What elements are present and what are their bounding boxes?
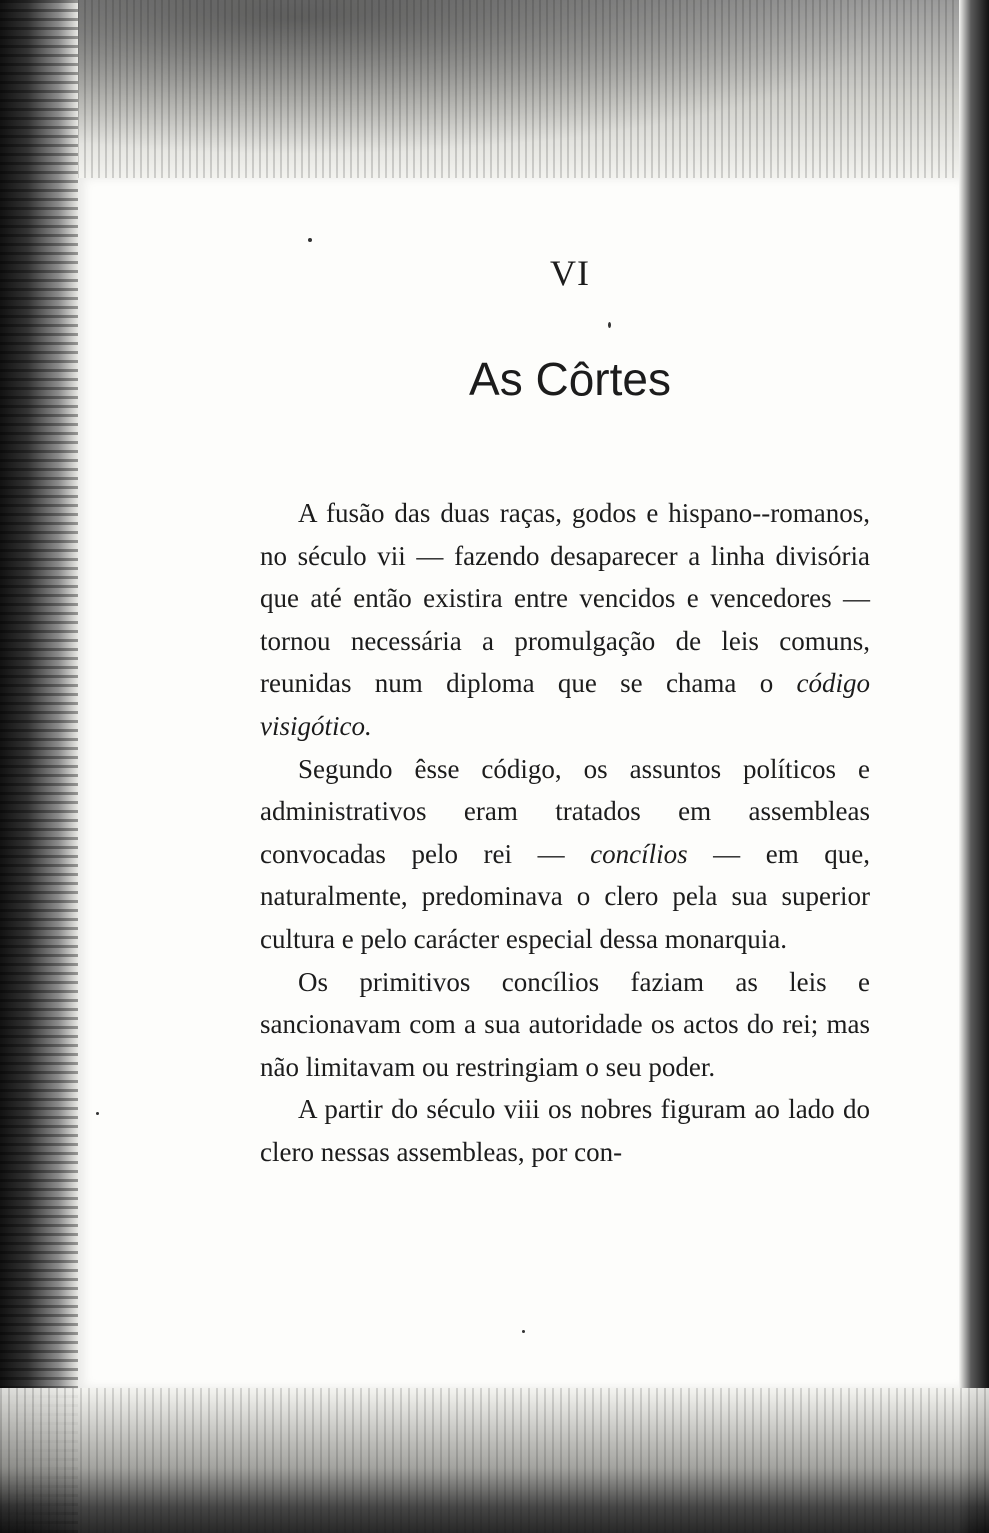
paragraph — [260, 961, 870, 1089]
book-gutter — [0, 0, 78, 1533]
paragraph — [260, 1088, 870, 1173]
ink-speck — [96, 1112, 99, 1115]
scan-edge-top — [0, 0, 989, 178]
ink-speck — [308, 238, 312, 242]
paragraph-text: Segundo êsse código, os assuntos políticos e administrativos eram tratados em assembleas convocadas pelo rei — — [260, 753, 870, 869]
paragraph — [260, 492, 870, 748]
chapter-body — [260, 492, 870, 1174]
chapter-title: As Côrtes — [469, 353, 671, 405]
paragraph-text: — em que, naturalmente, predominava o clero pela sua superior cultura e pelo carácter especial dessa monarquia. — [260, 838, 870, 954]
ink-speck — [608, 322, 611, 328]
paragraph — [260, 748, 870, 961]
scan-edge-right — [959, 0, 989, 1533]
paragraph-text: Os primitivos concílios faziam as leis e sancionavam com a sua autoridade os actos do rei; mas não limitavam ou restringiam o seu poder. — [260, 966, 870, 1082]
chapter-number: VI — [550, 253, 590, 293]
scan-edge-bottom — [0, 1388, 989, 1533]
paragraph-text: A partir do século viii os nobres figuram ao lado do clero nessas assembleas, por con- — [260, 1094, 870, 1167]
paragraph-italic-text: concílios — [590, 838, 688, 869]
ink-speck — [522, 1330, 525, 1333]
paragraph-italic-text: código visigótico. — [260, 668, 870, 741]
paragraph-text: A fusão das duas raças, godos e hispano--romanos, no século vii — fazendo desaparecer a linha divisória que até então existira entre vencidos e vencedores — tornou necessária a promulgação de leis comuns, reunidas num diploma que se chama o — [260, 498, 870, 699]
